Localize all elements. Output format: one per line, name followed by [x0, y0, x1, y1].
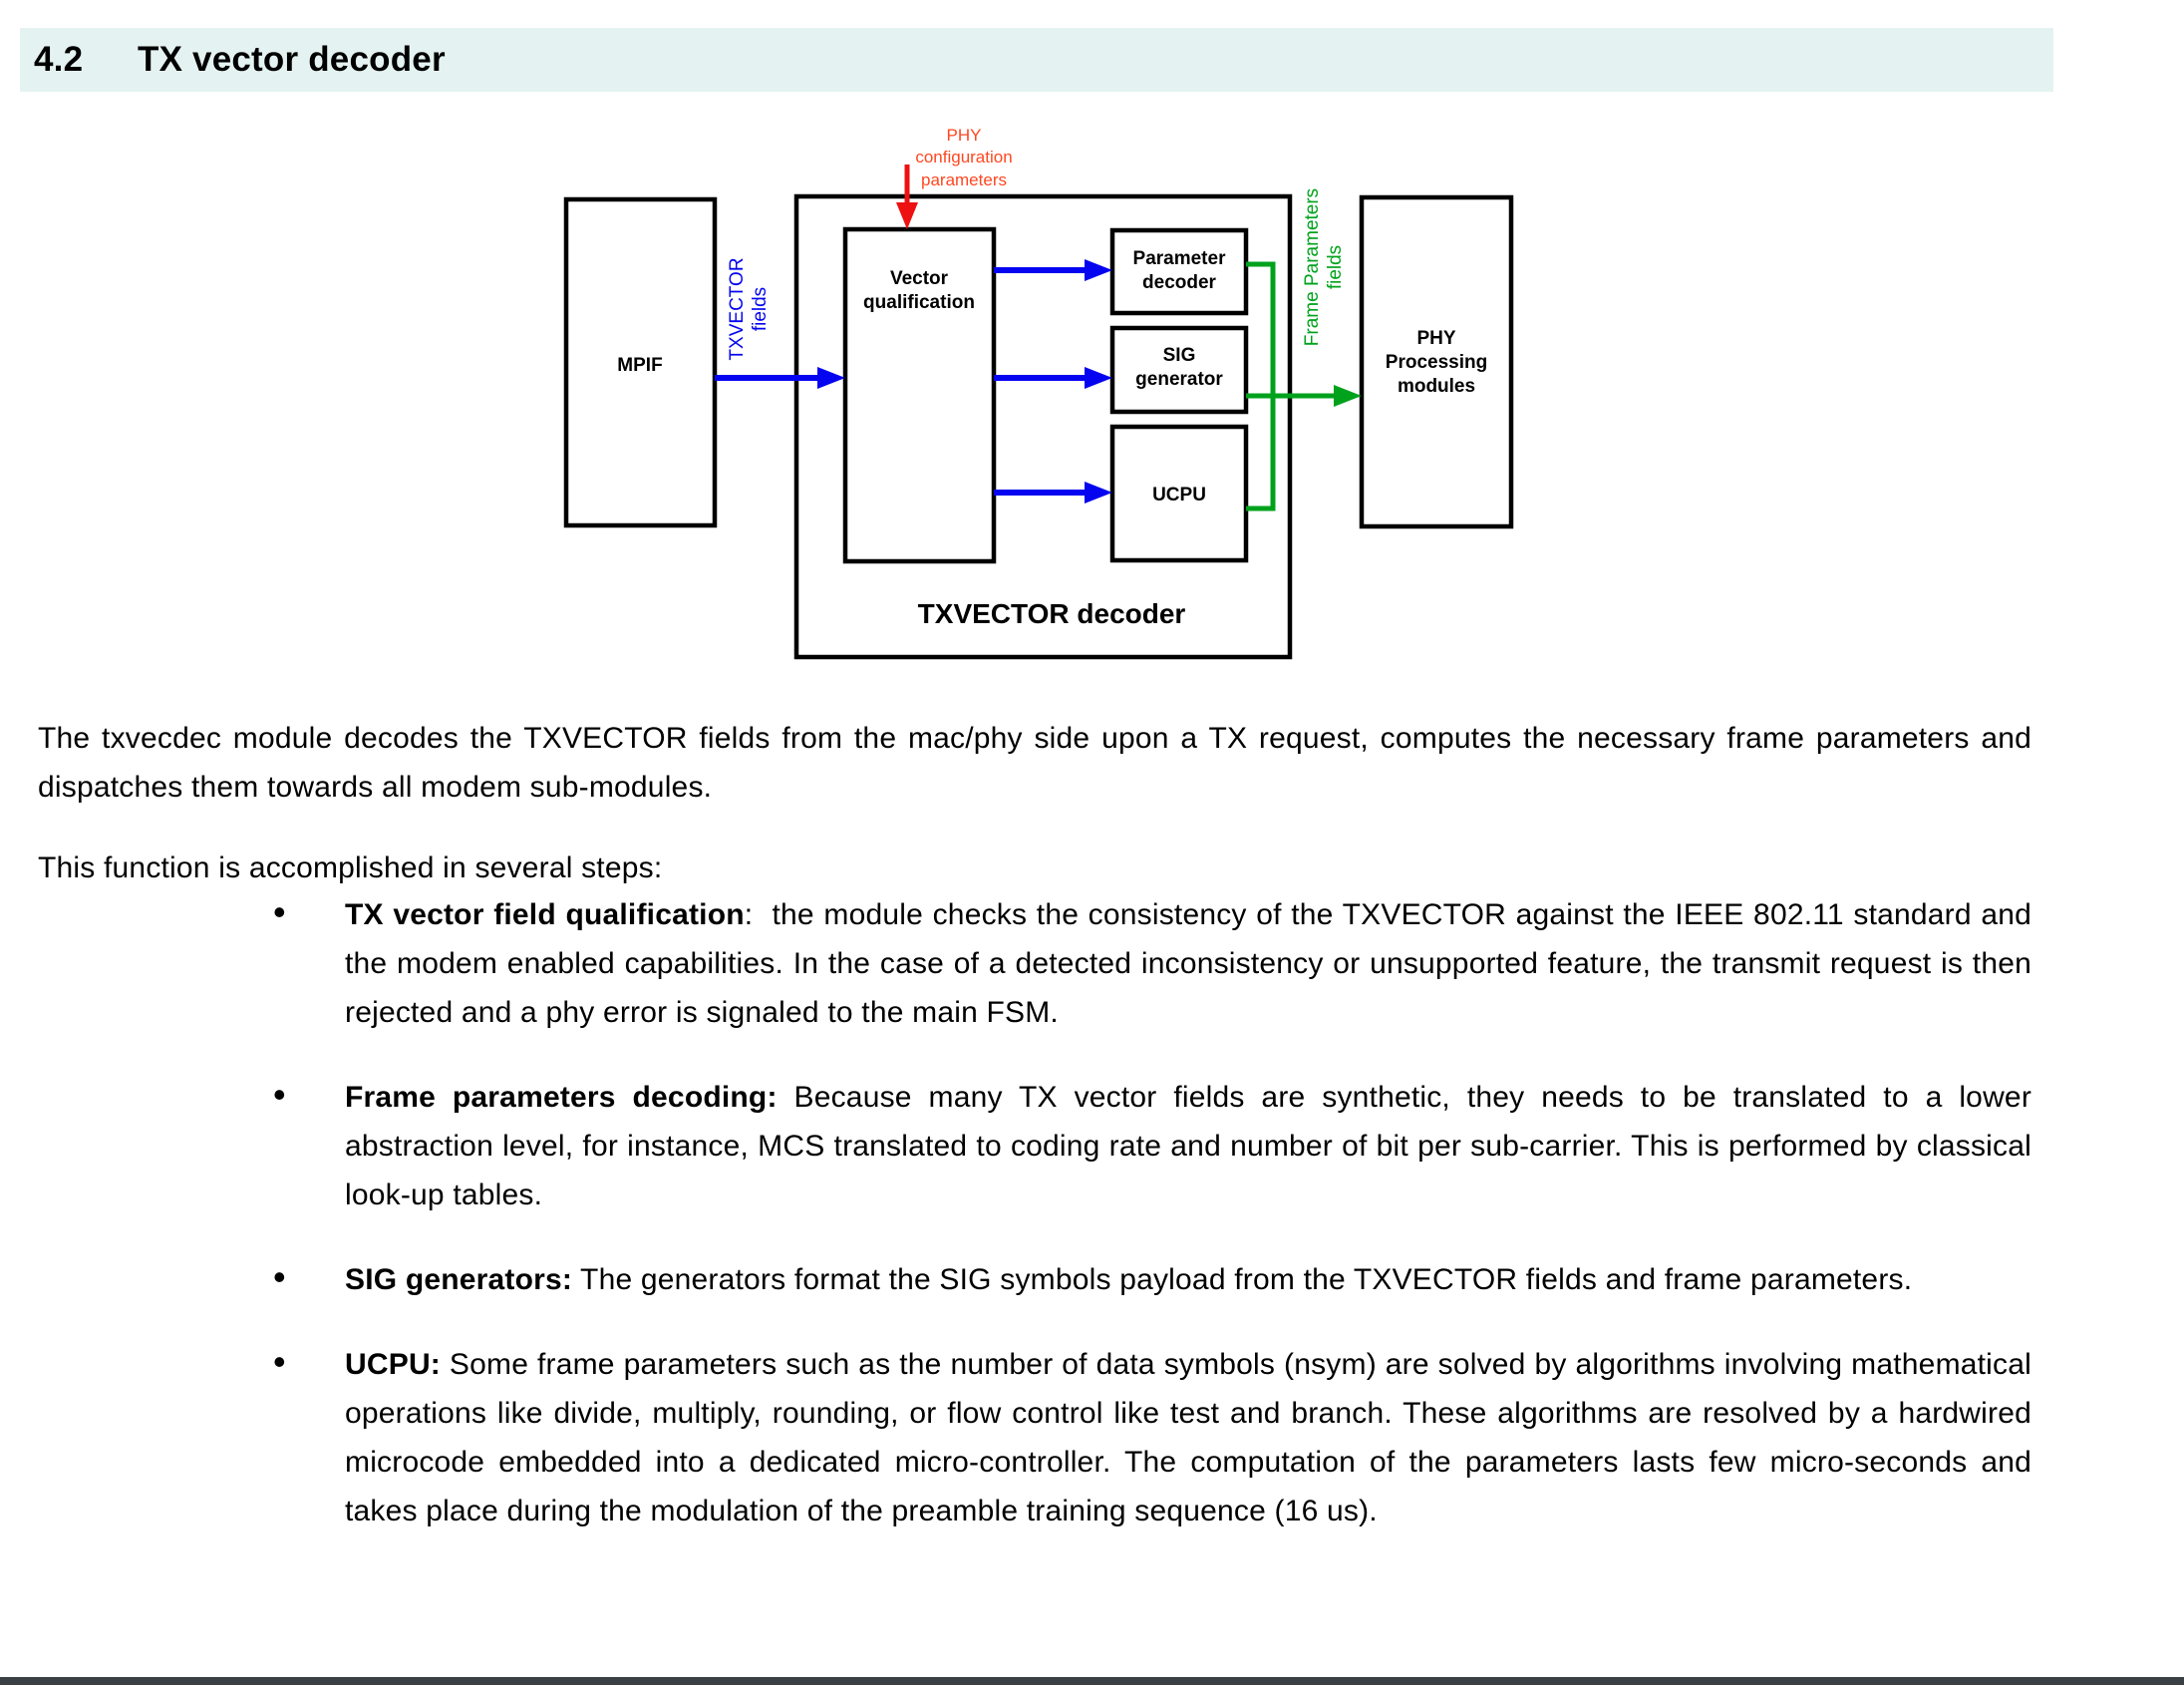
- ucpu-label: UCPU: [1152, 485, 1206, 506]
- svg-text:PHY: PHY: [1416, 328, 1456, 349]
- bullet-frame-parameters-decoding: [271, 1073, 2031, 1219]
- svg-text:qualification: qualification: [863, 292, 975, 313]
- bullet-bold-text: Frame parameters decoding:: [345, 1081, 778, 1114]
- txvector-fields-arrow: [715, 367, 845, 389]
- bullet-body-text: Because many TX vector fields are synthetic, they needs to be translated to a lower abstraction level, for instance, MCS translated to coding rate and number of bit per sub-carrier. This is performed by classical look-up tables.: [345, 1081, 2032, 1211]
- frame-parameters-fields-label: [1302, 188, 1346, 346]
- svg-text:fields: fields: [1325, 244, 1346, 290]
- bullet-body-text: Some frame parameters such as the number of data symbols (nsym) are solved by algorithms involving mathematical operations like divide, multiply, rounding, or flow control like test and branch. These algorithms are resolved by a hardwired microcode embedded into a dedicated micro-controller. The computation of the parameters lasts few micro-seconds and takes place during the modulation of the preamble training sequence (16 us).: [345, 1348, 2031, 1527]
- page-bottom-bar: [0, 1677, 2184, 1685]
- paragraph-intro: The txvecdec module decodes the TXVECTOR fields from the mac/phy side upon a TX request, computes the necessary frame parameters and dispatches them towards all modem sub-modules.: [38, 722, 2031, 804]
- txvector-decoder-label: TXVECTOR decoder: [917, 598, 1186, 629]
- svg-text:decoder: decoder: [1142, 272, 1216, 293]
- svg-text:modules: modules: [1397, 376, 1476, 397]
- svg-text:PHY: PHY: [946, 126, 982, 145]
- svg-text:Frame Parameters: Frame Parameters: [1302, 187, 1323, 347]
- svg-text:Vector: Vector: [889, 268, 949, 289]
- svg-text:fields: fields: [750, 286, 771, 332]
- svg-text:Processing: Processing: [1385, 352, 1488, 373]
- bullet-ucpu: [271, 1340, 2031, 1535]
- bullet-tx-vector-field-qualification: [271, 890, 2031, 1037]
- svg-text:Parameter: Parameter: [1132, 248, 1226, 269]
- bullet-body-text: The generators format the SIG symbols payload from the TXVECTOR fields and frame parameters.: [572, 1263, 1913, 1296]
- bullet-bold-text: SIG generators:: [345, 1263, 573, 1296]
- mpif-label: MPIF: [617, 355, 663, 376]
- phy-config-label: [915, 126, 1012, 189]
- section-title: TX vector decoder: [138, 40, 446, 79]
- svg-text:parameters: parameters: [921, 170, 1007, 189]
- bullet-bold-text: TX vector field qualification: [345, 898, 745, 931]
- svg-text:generator: generator: [1135, 369, 1223, 390]
- section-heading: [20, 28, 2053, 92]
- bullet-bold-text: UCPU:: [345, 1348, 441, 1381]
- bullet-sig-generators: [271, 1255, 2031, 1304]
- bullet-body-text: : the module checks the consistency of the TXVECTOR against the IEEE 802.11 standard and the modem enabled capabilities. In the case of a detected inconsistency or unsupported feature, the transmit request is then rejected and a phy error is signaled to the main FSM.: [345, 898, 2031, 1029]
- svg-text:configuration: configuration: [915, 148, 1013, 167]
- steps-bullet-list: [271, 890, 2031, 1571]
- txvector-fields-label: [727, 257, 771, 360]
- svg-text:TXVECTOR: TXVECTOR: [727, 257, 748, 361]
- block-diagram: [498, 85, 1535, 675]
- section-number: 4.2: [34, 40, 84, 79]
- svg-text:SIG: SIG: [1162, 345, 1196, 366]
- paragraph-steps-intro: This function is accomplished in several steps:: [38, 851, 663, 884]
